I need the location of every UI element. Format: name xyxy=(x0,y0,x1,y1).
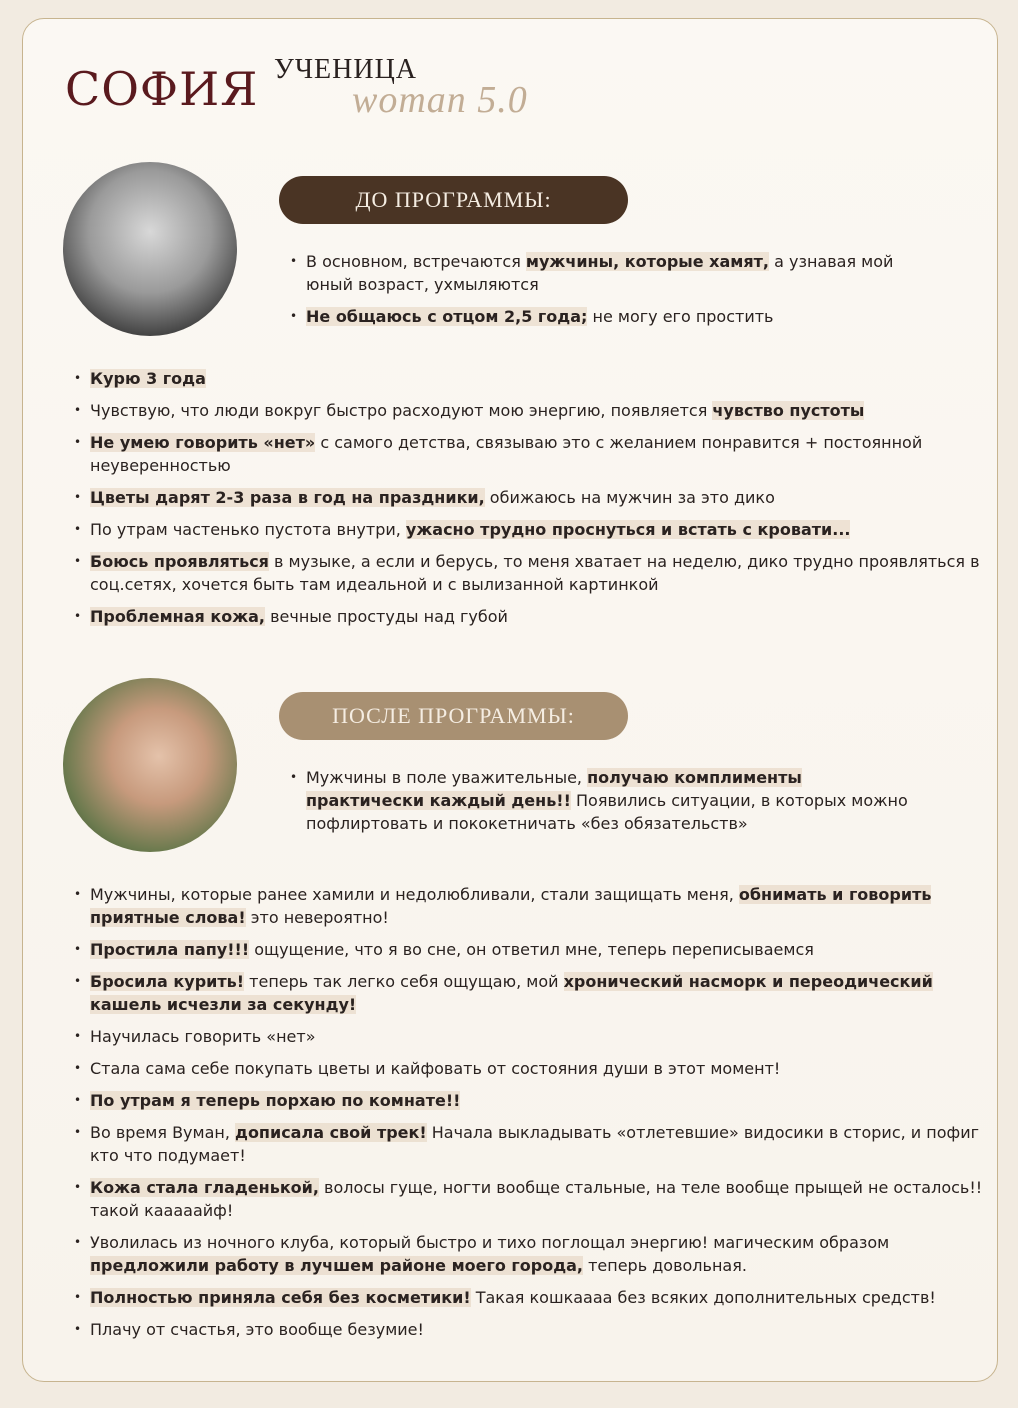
after-intro-list xyxy=(290,766,910,844)
list-text: не могу его простить xyxy=(587,307,774,326)
before-intro-list xyxy=(290,250,910,337)
list-item xyxy=(290,305,910,328)
list-text: Научилась говорить «нет» xyxy=(90,1027,316,1046)
list-item xyxy=(74,1025,984,1048)
list-item xyxy=(74,486,984,509)
before-program-badge: ДО ПРОГРАММЫ: xyxy=(279,176,628,224)
highlighted-text: Простила папу!!! xyxy=(90,940,250,959)
list-text: Появились ситуации, в которых можно пофлиртовать и пококетничать «без обязательств» xyxy=(306,791,908,833)
program-name: woman 5.0 xyxy=(352,79,528,121)
list-item xyxy=(74,1231,984,1277)
list-item xyxy=(74,1057,984,1080)
list-text: теперь довольная. xyxy=(583,1256,747,1275)
highlighted-text: получаю комплименты практически каждый день!! xyxy=(306,768,802,810)
before-items-list xyxy=(74,367,984,637)
highlighted-text: чувство пустоты xyxy=(712,401,865,420)
after-photo xyxy=(63,678,237,852)
student-name: СОФИЯ xyxy=(65,62,259,116)
list-text: Мужчины, которые ранее хамили и недолюбливали, стали защищать меня, xyxy=(90,885,739,904)
list-text: с самого детства, связываю это с желанием понравится + постоянной неуверенностью xyxy=(90,433,923,475)
after-items-list xyxy=(74,883,984,1350)
highlighted-text: Цветы дарят 2-3 раза в год на праздники, xyxy=(90,488,485,507)
list-text: По утрам частенько пустота внутри, xyxy=(90,520,406,539)
student-label: УЧЕНИЦА xyxy=(274,54,418,85)
list-text: а узнавая мой юный возраст, ухмыляются xyxy=(306,252,894,294)
list-text: В основном, встречаются xyxy=(306,252,526,271)
list-text: Во время Вуман, xyxy=(90,1123,236,1142)
list-item xyxy=(74,518,984,541)
list-text: в музыке, а если и берусь, то меня хватает на неделю, дико трудно проявляться в соц.сетях, хочется быть там идеальной и с вылизанной картинкой xyxy=(90,552,980,594)
list-item xyxy=(74,938,984,961)
highlighted-text: Бросила курить! xyxy=(90,972,245,991)
list-text: Плачу от счастья, это вообще безумие! xyxy=(90,1320,424,1339)
list-item xyxy=(74,1089,984,1112)
list-item xyxy=(74,1121,984,1167)
after-program-badge: ПОСЛЕ ПРОГРАММЫ: xyxy=(279,692,628,740)
highlighted-text: ужасно трудно проснуться и встать с кровати... xyxy=(405,520,851,539)
list-text: волосы гуще, ногти вообще стальные, на теле вообще прыщей не осталось!! такой кааааайф! xyxy=(90,1178,983,1220)
highlighted-text: Не умею говорить «нет» xyxy=(90,433,316,452)
list-text: теперь так легко себя ощущаю, мой xyxy=(244,972,564,991)
list-item xyxy=(74,399,984,422)
list-text: ощущение, что я во сне, он ответил мне, теперь переписываемся xyxy=(249,940,814,959)
highlighted-text: предложили работу в лучшем районе моего города, xyxy=(90,1256,583,1275)
list-item xyxy=(74,367,984,390)
list-item xyxy=(74,1286,984,1309)
list-item xyxy=(74,431,984,477)
list-item xyxy=(74,970,984,1016)
before-photo xyxy=(63,162,237,336)
list-text: обижаюсь на мужчин за это дико xyxy=(484,488,775,507)
list-text: Начала выкладывать «отлетевшие» видосики в сторис, и пофиг кто что подумает! xyxy=(90,1123,980,1165)
list-item xyxy=(74,605,984,628)
list-item xyxy=(74,1176,984,1222)
highlighted-text: хронический насморк и переодический кашель исчезли за секунду! xyxy=(90,972,933,1014)
list-text: Стала сама себе покупать цветы и кайфовать от состояния души в этот момент! xyxy=(90,1059,781,1078)
highlighted-text: мужчины, которые хамят, xyxy=(525,252,769,271)
list-text: вечные простуды над губой xyxy=(265,607,508,626)
list-item xyxy=(290,766,910,835)
highlighted-text: дописала свой трек! xyxy=(235,1123,427,1142)
list-item xyxy=(290,250,910,296)
highlighted-text: Полностью приняла себя без косметики! xyxy=(90,1288,471,1307)
list-item xyxy=(74,550,984,596)
highlighted-text: Боюсь проявляться xyxy=(90,552,269,571)
highlighted-text: Курю 3 года xyxy=(90,369,206,388)
highlighted-text: Проблемная кожа, xyxy=(90,607,265,626)
list-text: Мужчины в поле уважительные, xyxy=(306,768,588,787)
list-text: Чувствую, что люди вокруг быстро расходуют мою энергию, появляется xyxy=(90,401,713,420)
highlighted-text: По утрам я теперь порхаю по комнате!! xyxy=(90,1091,461,1110)
list-item xyxy=(74,883,984,929)
highlighted-text: Кожа стала гладенькой, xyxy=(90,1178,319,1197)
highlighted-text: обнимать и говорить приятные слова! xyxy=(90,885,932,927)
highlighted-text: Не общаюсь с отцом 2,5 года; xyxy=(306,307,588,326)
list-item xyxy=(74,1318,984,1341)
list-text: это невероятно! xyxy=(245,908,389,927)
list-text: Такая кошкаааа без всяких дополнительных средств! xyxy=(470,1288,936,1307)
list-text: Уволилась из ночного клуба, который быстро и тихо поглощал энергию! магическим образом xyxy=(90,1233,890,1252)
